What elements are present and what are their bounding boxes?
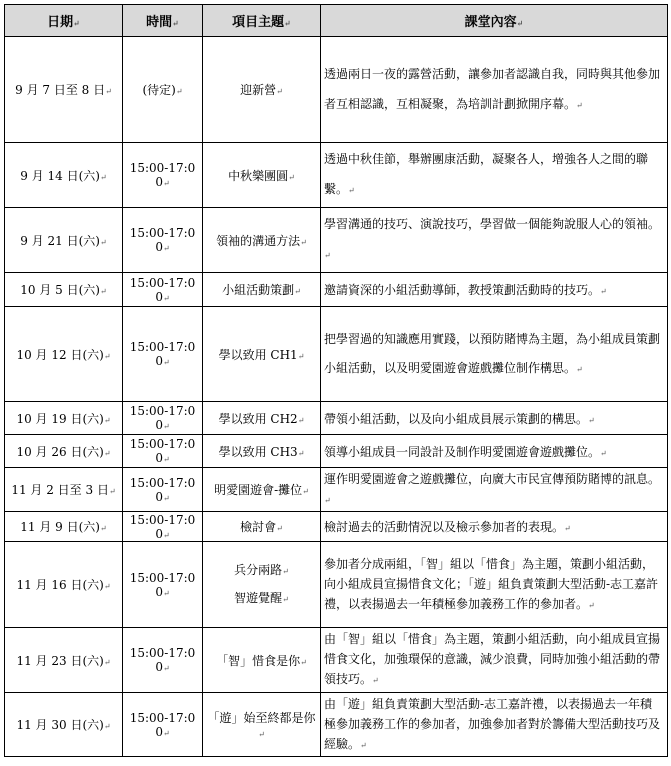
table-row bbox=[5, 435, 668, 468]
cell-time: 15:00-17:00↵ bbox=[123, 512, 203, 542]
cell-time: (待定)↵ bbox=[123, 37, 203, 143]
cell-topic: 學以致用 CH3↵ bbox=[203, 435, 321, 468]
header-content: 課堂內容↵ bbox=[321, 5, 668, 37]
course-schedule-table bbox=[4, 4, 668, 757]
table-row bbox=[5, 402, 668, 435]
table-row bbox=[5, 37, 668, 143]
cell-date: 9 月 14 日(六)↵ bbox=[5, 143, 123, 208]
cell-content: 檢討過去的活動情況以及檢示參加者的表現。↵ bbox=[321, 512, 668, 542]
cell-date: 9 月 7 日至 8 日↵ bbox=[5, 37, 123, 143]
cell-date: 11 月 23 日(六)↵ bbox=[5, 628, 123, 693]
table-row bbox=[5, 693, 668, 757]
cell-content: 透過中秋佳節，舉辦團康活動，凝聚各人，增強各人之間的聯繫。↵ bbox=[321, 143, 668, 208]
cell-date: 10 月 12 日(六)↵ bbox=[5, 307, 123, 402]
cell-date: 11 月 16 日(六)↵ bbox=[5, 542, 123, 628]
cell-time: 15:00-17:00↵ bbox=[123, 542, 203, 628]
cell-time: 15:00-17:00↵ bbox=[123, 208, 203, 273]
cell-content: 學習溝通的技巧、演說技巧，學習做一個能夠說服人心的領袖。↵ bbox=[321, 208, 668, 273]
cell-content: 參加者分成兩組，「智」組以「惜食」為主題，策劃小組活動，向小組成員宣揚惜食文化；「遊」組負責策劃大型活動-志工嘉許禮，以表揚過去一年積極參加義務工作的參加者。↵ bbox=[321, 542, 668, 628]
header-topic: 項目主題↵ bbox=[203, 5, 321, 37]
cell-time: 15:00-17:00↵ bbox=[123, 307, 203, 402]
cell-topic: 檢討會↵ bbox=[203, 512, 321, 542]
cell-topic: 領袖的溝通方法↵ bbox=[203, 208, 321, 273]
cell-content: 運作明愛園遊會之遊戲攤位，向廣大市民宣傳預防賭博的訊息。↵ bbox=[321, 468, 668, 512]
table-row bbox=[5, 628, 668, 693]
cell-date: 9 月 21 日(六)↵ bbox=[5, 208, 123, 273]
cell-topic: 明愛園遊會-攤位↵ bbox=[203, 468, 321, 512]
cell-time: 15:00-17:00↵ bbox=[123, 468, 203, 512]
cell-content: 帶領小組活動，以及向小組成員展示策劃的構思。↵ bbox=[321, 402, 668, 435]
cell-time: 15:00-17:00↵ bbox=[123, 435, 203, 468]
cell-date: 11 月 2 日至 3 日↵ bbox=[5, 468, 123, 512]
table-header-row bbox=[5, 5, 668, 37]
topic-line: 智遊覺醒↵ bbox=[234, 590, 289, 605]
cell-time: 15:00-17:00↵ bbox=[123, 402, 203, 435]
table-row bbox=[5, 273, 668, 307]
table-row bbox=[5, 307, 668, 402]
cell-topic: 小組活動策劃↵ bbox=[203, 273, 321, 307]
cell-date: 11 月 30 日(六)↵ bbox=[5, 693, 123, 757]
cell-content: 把學習過的知識應用實踐，以預防賭博為主題，為小組成員策劃小組活動，以及明愛園遊會遊戲攤位制作構思。↵ bbox=[321, 307, 668, 402]
cell-topic: 迎新營↵ bbox=[203, 37, 321, 143]
cell-topic: 「遊」始至終都是你↵ bbox=[203, 693, 321, 757]
cell-date: 11 月 9 日(六)↵ bbox=[5, 512, 123, 542]
table-row bbox=[5, 208, 668, 273]
table-row bbox=[5, 512, 668, 542]
cell-time: 15:00-17:00↵ bbox=[123, 143, 203, 208]
cell-time: 15:00-17:00↵ bbox=[123, 693, 203, 757]
cell-content: 領導小組成員一同設計及制作明愛園遊會遊戲攤位。↵ bbox=[321, 435, 668, 468]
cell-date: 10 月 5 日(六)↵ bbox=[5, 273, 123, 307]
cell-topic: 「智」惜食是你↵ bbox=[203, 628, 321, 693]
cell-content: 邀請資深的小組活動導師，教授策劃活動時的技巧。↵ bbox=[321, 273, 668, 307]
cell-content: 由「智」組以「惜食」為主題，策劃小組活動，向小組成員宣揚惜食文化，加強環保的意識，減少浪費，同時加強小組活動的帶領技巧。↵ bbox=[321, 628, 668, 693]
cell-content: 由「遊」組負責策劃大型活動-志工嘉許禮，以表揚過去一年積極參加義務工作的參加者，加強參加者對於籌備大型活動技巧及經驗。↵ bbox=[321, 693, 668, 757]
table-row bbox=[5, 542, 668, 628]
table-row bbox=[5, 143, 668, 208]
cell-topic bbox=[203, 542, 321, 628]
cell-date: 10 月 19 日(六)↵ bbox=[5, 402, 123, 435]
header-date: 日期↵ bbox=[5, 5, 123, 37]
topic-line: 兵分兩路↵ bbox=[234, 562, 289, 577]
header-time: 時間↵ bbox=[123, 5, 203, 37]
cell-time: 15:00-17:00↵ bbox=[123, 628, 203, 693]
cell-topic: 中秋樂團圓↵ bbox=[203, 143, 321, 208]
cell-date: 10 月 26 日(六)↵ bbox=[5, 435, 123, 468]
cell-time: 15:00-17:00↵ bbox=[123, 273, 203, 307]
table-row bbox=[5, 468, 668, 512]
cell-content: 透過兩日一夜的露營活動，讓參加者認識自我，同時與其他參加者互相認識，互相凝聚，為培訓計劃掀開序幕。↵ bbox=[321, 37, 668, 143]
cell-topic: 學以致用 CH2↵ bbox=[203, 402, 321, 435]
cell-topic: 學以致用 CH1↵ bbox=[203, 307, 321, 402]
